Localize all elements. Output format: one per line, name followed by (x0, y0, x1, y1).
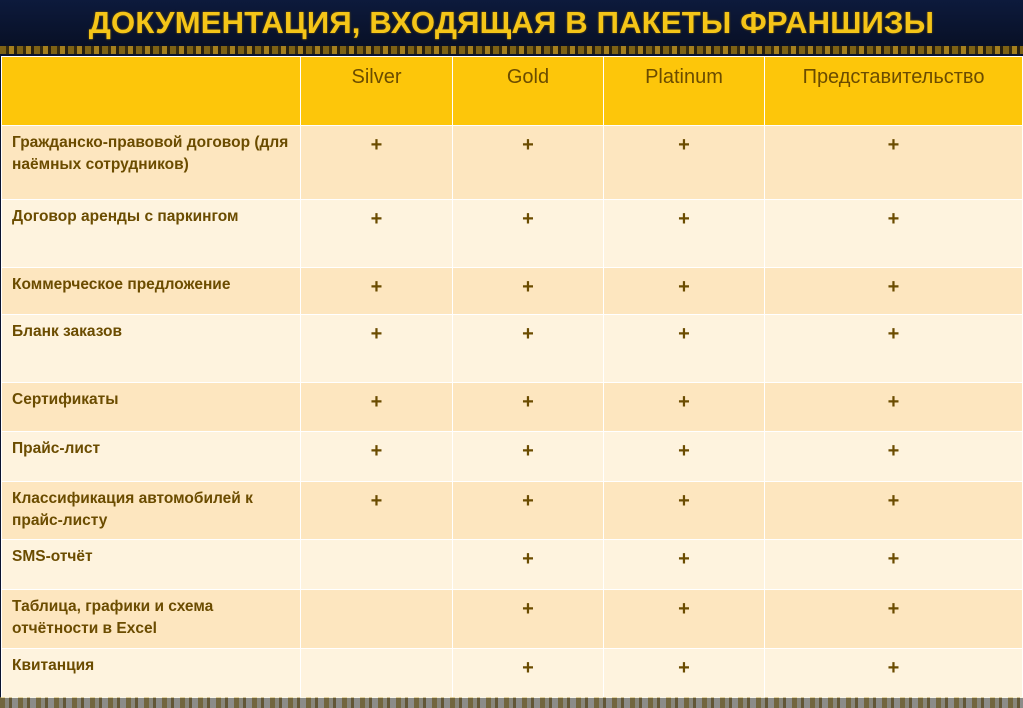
row-mark-cell: + (765, 126, 1023, 200)
row-mark-cell: + (453, 200, 604, 268)
row-mark-cell: + (453, 482, 604, 540)
header-row (2, 57, 1023, 126)
row-mark-cell: + (604, 126, 765, 200)
header-cell-platinum: Platinum (604, 57, 765, 126)
row-mark-cell: + (604, 383, 765, 432)
header-cell-silver: Silver (301, 57, 453, 126)
row-label: Сертификаты (2, 383, 301, 432)
row-label: Классификация автомобилей к прайс-листу (2, 482, 301, 540)
row-mark-cell: + (604, 540, 765, 590)
row-label: Бланк заказов (2, 315, 301, 383)
table-row (2, 315, 1023, 383)
row-mark-cell: + (604, 200, 765, 268)
row-mark-cell: + (453, 649, 604, 698)
decorative-strip (0, 46, 1023, 54)
decorative-bottom-strip (0, 697, 1023, 708)
row-mark-cell: + (301, 200, 453, 268)
row-mark-cell: + (765, 315, 1023, 383)
header-cell-empty (2, 57, 301, 126)
row-label: Прайс-лист (2, 432, 301, 482)
row-mark-cell: + (301, 383, 453, 432)
row-mark-cell: + (604, 432, 765, 482)
row-mark-cell: + (453, 383, 604, 432)
header-cell-representation: Представительство (765, 57, 1023, 126)
header-cell-gold: Gold (453, 57, 604, 126)
table-row (2, 590, 1023, 649)
row-mark-cell: + (604, 590, 765, 649)
table-row (2, 268, 1023, 315)
row-mark-cell: + (765, 383, 1023, 432)
row-mark-cell: + (301, 126, 453, 200)
row-label: Таблица, графики и схема отчётности в Excel (2, 590, 301, 649)
row-mark-cell: + (301, 268, 453, 315)
row-mark-cell: + (453, 432, 604, 482)
table-row (2, 649, 1023, 698)
row-mark-cell: + (301, 432, 453, 482)
row-mark-cell (301, 590, 453, 649)
franchise-docs-table (1, 56, 1023, 698)
row-mark-cell: + (765, 482, 1023, 540)
row-mark-cell: + (765, 200, 1023, 268)
row-mark-cell: + (453, 268, 604, 315)
table-row (2, 482, 1023, 540)
table-row (2, 540, 1023, 590)
table-body (2, 126, 1023, 698)
row-label: Гражданско-правовой договор (для наёмных сотрудников) (2, 126, 301, 200)
row-mark-cell: + (301, 315, 453, 383)
row-mark-cell: + (301, 482, 453, 540)
title-bar (0, 0, 1023, 46)
row-mark-cell: + (765, 540, 1023, 590)
table-row (2, 126, 1023, 200)
table-row (2, 383, 1023, 432)
row-mark-cell (301, 649, 453, 698)
row-mark-cell: + (765, 268, 1023, 315)
row-mark-cell: + (604, 268, 765, 315)
row-mark-cell: + (453, 315, 604, 383)
page-title: ДОКУМЕНТАЦИЯ, ВХОДЯЩАЯ В ПАКЕТЫ ФРАНШИЗЫ (88, 5, 935, 40)
row-mark-cell (301, 540, 453, 590)
table-row (2, 200, 1023, 268)
row-mark-cell: + (604, 649, 765, 698)
row-mark-cell: + (765, 649, 1023, 698)
row-mark-cell: + (604, 482, 765, 540)
row-label: SMS-отчёт (2, 540, 301, 590)
row-mark-cell: + (453, 540, 604, 590)
row-mark-cell: + (765, 590, 1023, 649)
row-mark-cell: + (765, 432, 1023, 482)
row-label: Договор аренды с паркингом (2, 200, 301, 268)
row-mark-cell: + (604, 315, 765, 383)
row-mark-cell: + (453, 126, 604, 200)
table-row (2, 432, 1023, 482)
row-mark-cell: + (453, 590, 604, 649)
row-label: Квитанция (2, 649, 301, 698)
row-label: Коммерческое предложение (2, 268, 301, 315)
